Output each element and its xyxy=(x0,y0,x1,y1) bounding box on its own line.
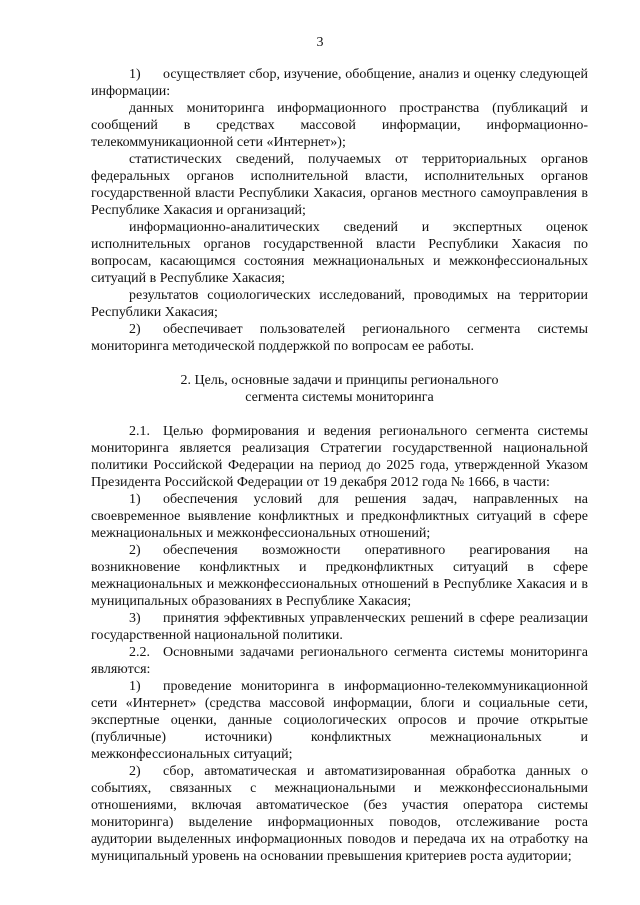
list-item xyxy=(91,321,588,355)
list-item xyxy=(91,678,588,763)
paragraph: результатов социологических исследований, проводимых на территории Республики Хакасия; xyxy=(91,288,588,320)
item-text: обеспечивает пользователей регионального сегмента системы мониторинга методической поддержкой по вопросам ее работы. xyxy=(91,322,588,354)
paragraph: статистических сведений, получаемых от территориальных органов федеральных органов исполнительной власти, исполнительных органов государственной власти Республики Хакасия, органов местного самоуправления в Республике Хакасия и организаций; xyxy=(91,152,588,218)
numbered-paragraph xyxy=(91,423,588,491)
item-number: 1) xyxy=(129,492,141,507)
item-number: 3) xyxy=(129,611,141,626)
section-heading xyxy=(91,372,588,406)
paragraph-number: 2.1. xyxy=(129,424,150,439)
numbered-paragraph xyxy=(91,644,588,678)
paragraph-number: 2.2. xyxy=(129,645,150,660)
list-item xyxy=(91,610,588,644)
item-number: 2) xyxy=(129,764,141,779)
item-text: осуществляет сбор, изучение, обобщение, анализ и оценку следующей информации: xyxy=(91,67,588,99)
item-number: 1) xyxy=(129,679,141,694)
list-item xyxy=(91,542,588,610)
paragraph-text: Основными задачами регионального сегмента системы мониторинга являются: xyxy=(91,645,588,677)
section-heading-line: сегмента системы мониторинга xyxy=(245,390,434,405)
section-heading-line: 2. Цель, основные задачи и принципы регионального xyxy=(180,373,499,388)
item-text: принятия эффективных управленческих решений в сфере реализации государственной национальной политики. xyxy=(91,611,588,643)
item-text: проведение мониторинга в информационно-телекоммуникационной сети «Интернет» (средства массовой информации, блоги и социальные сети, экспертные оценки, данные социологических опросов и прочие открытые (публичные) источники) конфликтных межнациональных и межконфессиональных ситуаций; xyxy=(91,679,588,762)
list-item xyxy=(91,491,588,542)
item-text: обеспечения условий для решения задач, направленных на своевременное выявление конфликтных и предконфликтных ситуаций в сфере межнациональных и межконфессиональных отношений; xyxy=(91,492,588,541)
list-item xyxy=(91,763,588,865)
item-text: сбор, автоматическая и автоматизированная обработка данных о событиях, связанных с межнациональными и межконфессиональными отношениями, включая автоматическое (без участия оператора системы мониторинга) выделение информационных поводов, отслеживание роста аудитории выделенных информационных поводов и передача их на отработку на муниципальный уровень на основании превышения критериев роста аудитории; xyxy=(91,764,588,864)
paragraph-text: Целью формирования и ведения регионального сегмента системы мониторинга является реализация Стратегии государственной национальной политики Российской Федерации на период до 2025 года, утвержденной Указом Президента Российской Федерации от 19 декабря 2012 года № 1666, в части: xyxy=(91,424,588,490)
paragraph: информационно-аналитических сведений и экспертных оценок исполнительных органов государственной власти Республики Хакасия по вопросам, касающимся состояния межнациональных и межконфессиональных ситуаций в Республике Хакасия; xyxy=(91,220,588,286)
document-body xyxy=(91,66,588,865)
item-number: 1) xyxy=(129,67,141,82)
item-number: 2) xyxy=(129,543,141,558)
list-item xyxy=(91,66,588,100)
item-text: обеспечения возможности оперативного реагирования на возникновение конфликтных и предконфликтных ситуаций в сфере межнациональных и межконфессиональных отношений в Республике Хакасия и в муниципальных образованиях в Республике Хакасия; xyxy=(91,543,588,609)
item-number: 2) xyxy=(129,322,141,337)
paragraph: данных мониторинга информационного пространства (публикаций и сообщений в средствах массовой информации, информационно-телекоммуникационной сети «Интернет»); xyxy=(91,101,588,150)
page-number: 3 xyxy=(316,35,324,50)
